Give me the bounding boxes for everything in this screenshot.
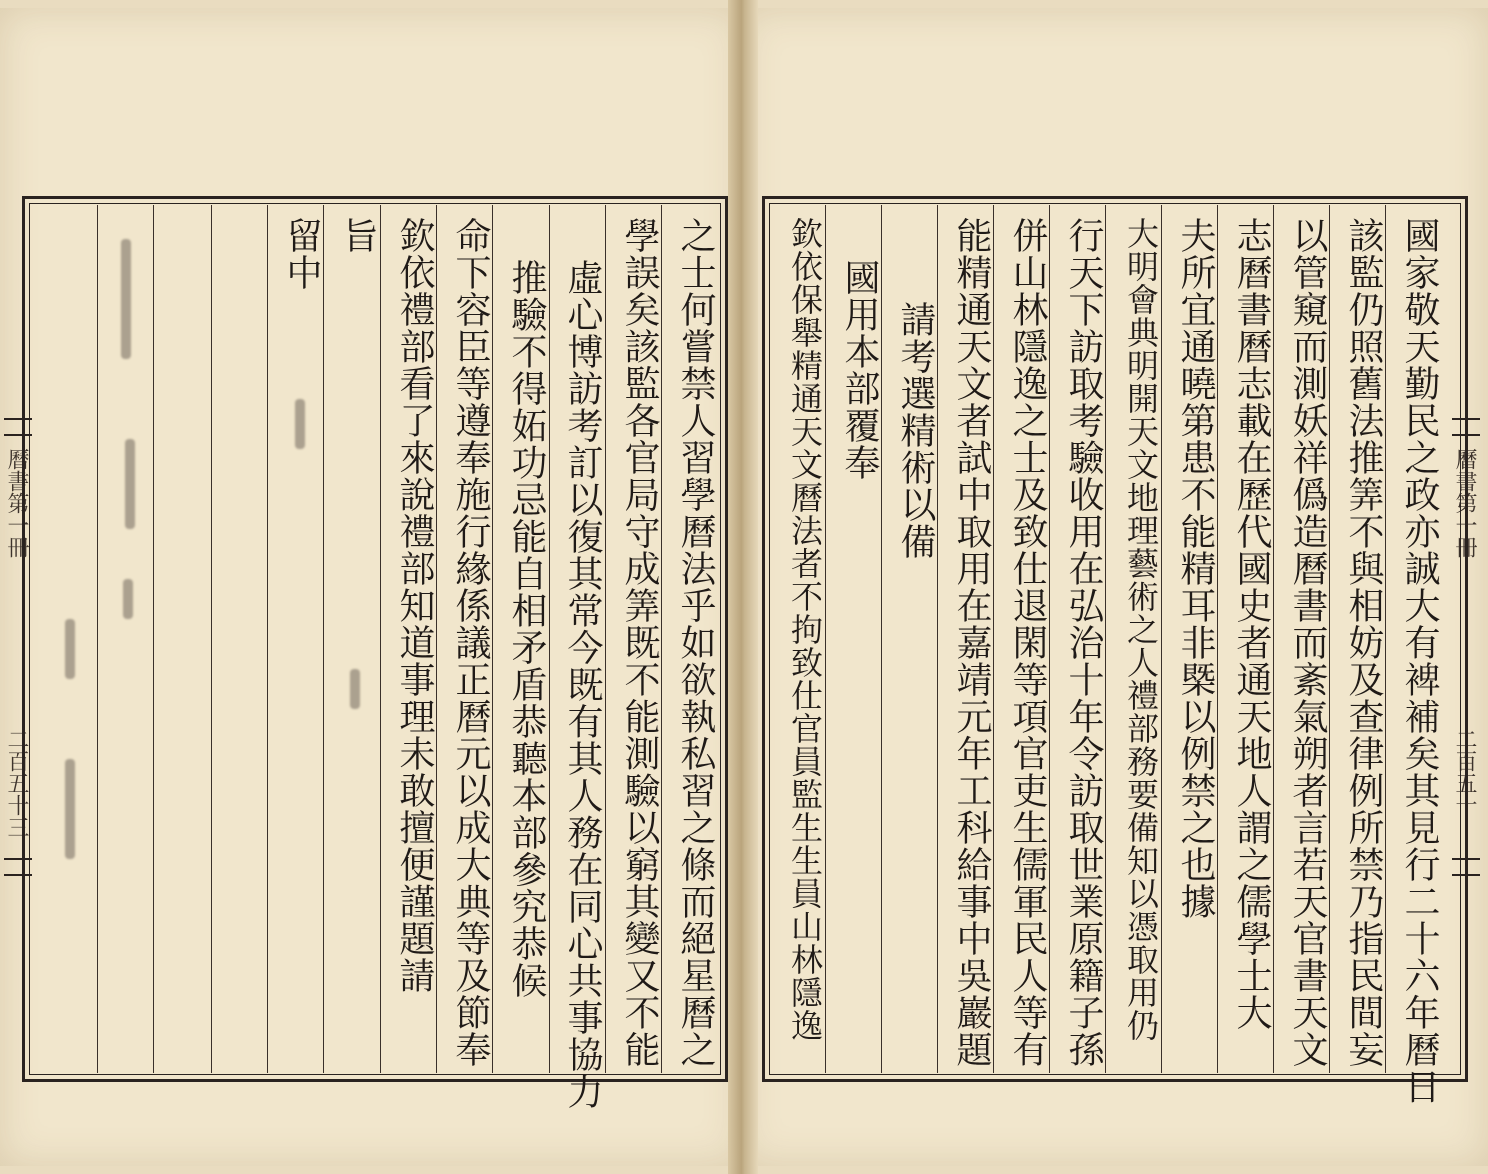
right-column-11: 國用本部覆奉 [839, 259, 880, 481]
left-column-2: 學誤矣該監各官局守成筭既不能測驗以窮其變又不能 [619, 217, 660, 1068]
left-column-1: 之士何嘗禁人習學曆法乎如欲執私習之條而絕星曆之 [675, 217, 716, 1068]
right-column-2: 該監仍照舊法推筭不與相妨及查律例所禁乃指民間妄 [1343, 217, 1384, 1068]
right-text-frame [762, 196, 1468, 1105]
right-column-1: 國家敬天勤民之政亦誠大有裨補矣其見行二十六年曆日 [1399, 217, 1440, 1105]
right-column-4: 志曆書曆志載在歷代國史者通天地人謂之儒學士大 [1231, 217, 1272, 1031]
left-column-5: 命下容臣等遵奉施行緣係議正曆元以成大典等及節奉 [450, 217, 491, 1068]
right-column-3: 以管窺而測妖祥僞造曆書而紊氣朔者言若天官書天文 [1287, 217, 1328, 1068]
book-gutter [728, 0, 758, 1174]
right-column-12: 欽依保舉精通天文曆法者不拘致仕官員監生生員山林隱逸 [786, 217, 824, 1042]
right-margin-title: 曆書第一冊 [1452, 448, 1477, 558]
left-column-4: 推驗不得妬功忌能自相矛盾恭聽本部參究恭候 [506, 259, 547, 999]
left-column-3: 虛心博訪考訂以復其常今既有其人務在同心共事協力 [562, 259, 603, 1110]
right-column-9: 能精通天文者試中取用在嘉靖元年工科給事中吳巖題 [951, 217, 992, 1068]
left-column-7: 旨 [337, 217, 378, 254]
left-column-8: 留中 [281, 217, 322, 291]
right-column-10: 請考選精術以備 [895, 301, 936, 560]
left-margin-title: 曆書第一冊 [4, 448, 29, 558]
left-text-frame [22, 196, 728, 1110]
left-margin-page: 二百五十三 [4, 728, 29, 838]
right-margin-page: 二百五十 [1452, 728, 1477, 816]
right-column-7: 行天下訪取考驗收用在弘治十年令訪取世業原籍子孫 [1063, 217, 1104, 1068]
right-column-5: 夫所宜通曉第患不能精耳非槩以例禁之也據 [1175, 217, 1216, 920]
left-column-6: 欽依禮部看了來說禮部知道事理未敢擅便謹題請 [394, 217, 435, 994]
right-column-8: 併山林隱逸之士及致仕退閑等項官吏生儒軍民人等有 [1007, 217, 1048, 1068]
right-column-6: 大明會典明開天文地理藝術之人禮部務要備知以憑取用仍 [1122, 217, 1160, 1042]
